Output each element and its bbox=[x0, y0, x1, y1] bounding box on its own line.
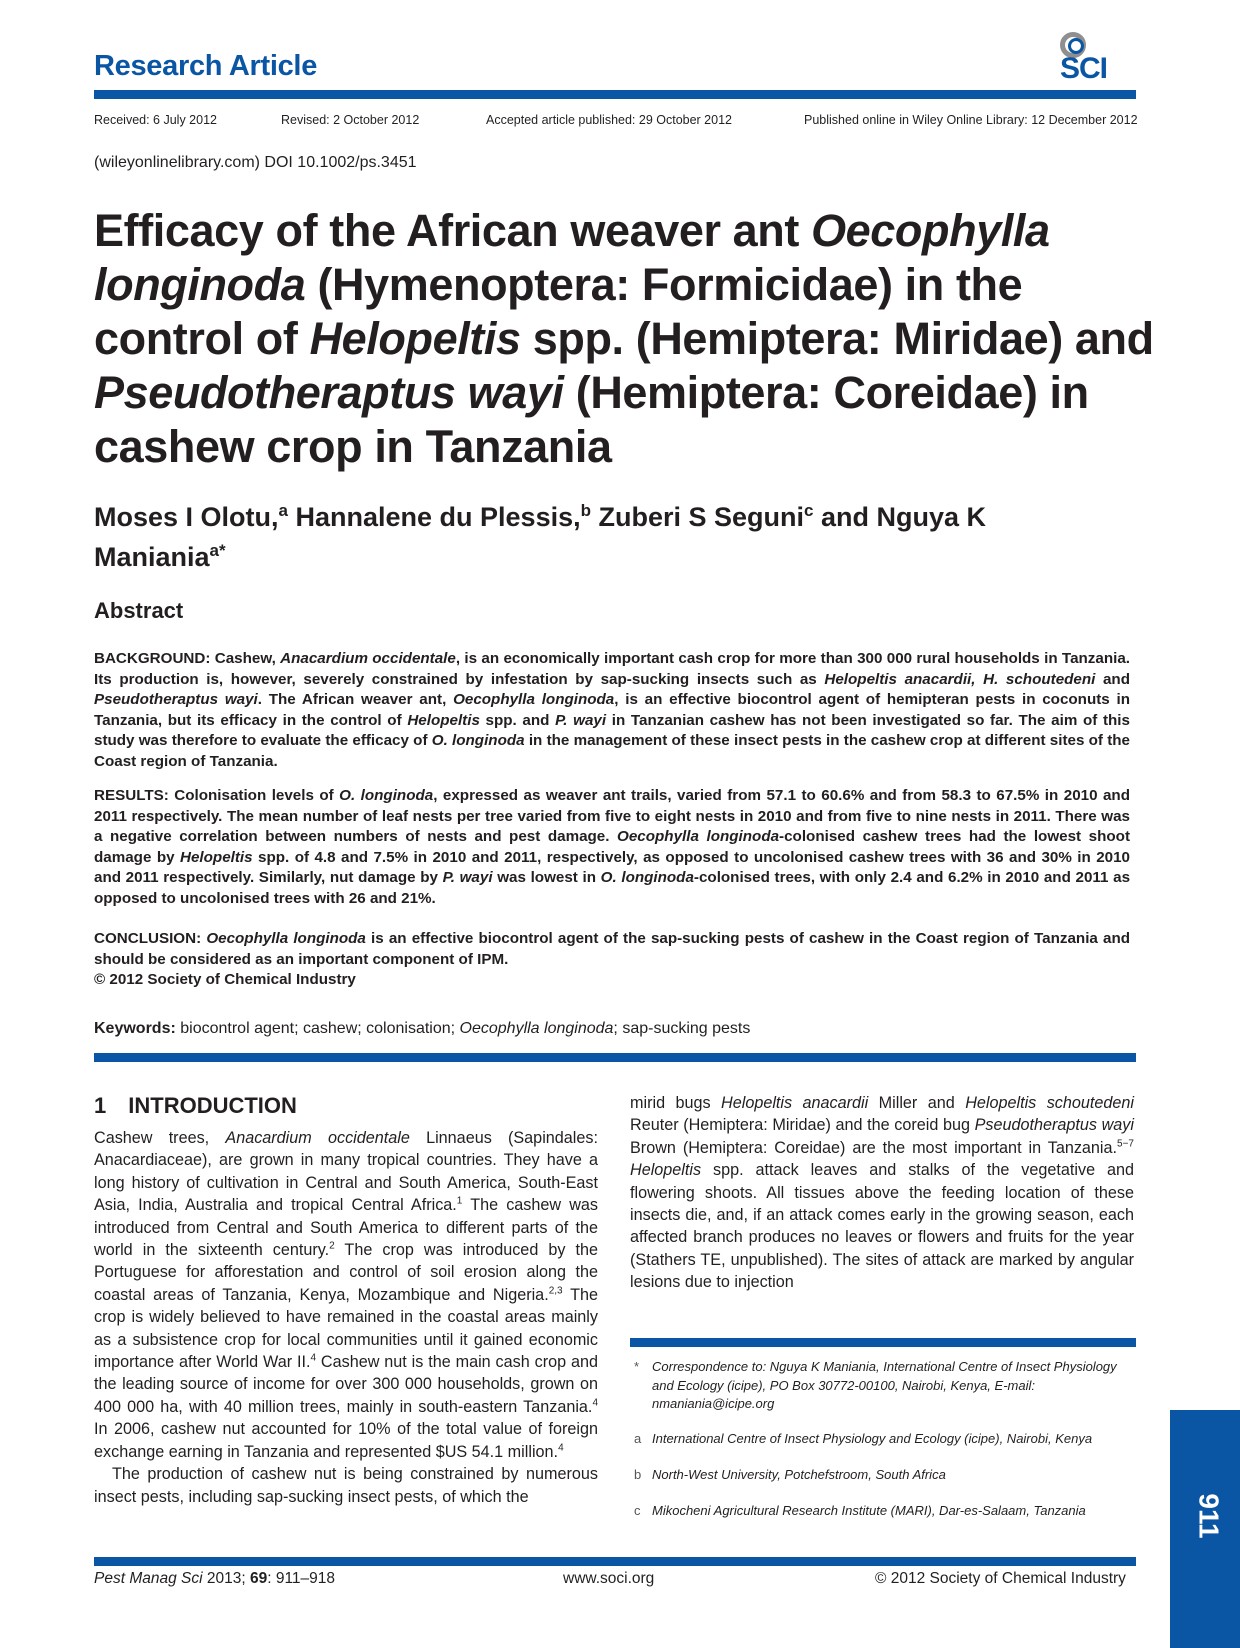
accepted-date: Accepted article published: 29 October 2012 bbox=[486, 113, 732, 127]
affiliation-b: b North-West University, Potchefstroom, South Africa bbox=[634, 1467, 946, 1482]
footer-citation: Pest Manag Sci 2013; 69: 911–918 bbox=[94, 1570, 336, 1587]
header-rule bbox=[94, 90, 1136, 99]
intro-paragraph-2: The production of cashew nut is being constrained by numerous insect pests, including sap-sucking insect pests, of which the bbox=[94, 1465, 598, 1506]
article-title: Efficacy of the African weaver ant Oecophylla longinoda (Hymenoptera: Formicidae) in the control of Helopeltis spp. (Hemiptera: Miridae) and Pseudotheraptus wayi (Hemiptera: Coreidae) in cashew crop in Tanzania bbox=[94, 205, 1154, 472]
page-number: 911 bbox=[1193, 1493, 1225, 1539]
published-date: Published online in Wiley Online Library: 12 December 2012 bbox=[804, 113, 1138, 127]
abstract-copyright: © 2012 Society of Chemical Industry bbox=[94, 971, 356, 988]
footer-copyright: © 2012 Society of Chemical Industry bbox=[875, 1570, 1126, 1587]
abstract-background: BACKGROUND: Cashew, Anacardium occidentale, is an economically important cash crop for more than 300 000 rural households in Tanzania. Its production is, however, severely constrained by infestation by sap-sucking insects such as Helopeltis anacardii, H. schoutedeni and Pseudotheraptus wayi. The African weaver ant, Oecophylla longinoda, is an effective biocontrol agent of hemipteran pests in coconuts in Tanzania, but its efficacy in the control of Helopeltis spp. and P. wayi in Tanzanian cashew has not been investigated so far. The aim of this study was therefore to evaluate the efficacy of O. longinoda in the management of these insect pests in the cashew crop at different sites of the Coast region of Tanzania. bbox=[94, 650, 1131, 770]
abstract-heading: Abstract bbox=[94, 598, 184, 623]
intro-left-column: Cashew trees, Anacardium occidentale Linnaeus (Sapindales: Anacardiaceae), are grown in many tropical countries. They have a long history of cultivation in Central and South America, South-East Asia, India, Australia and tropical Central Africa.$^1$ The cashew was introduced from Central and South America to different parts of the world in the sixteenth century.$^2$ The crop was introduced by the Portuguese for afforestation and control of soil erosion along the coastal areas of Tanzania, Kenya, Mozambique and Nigeria.$^{2,3}$ The crop is widely believed to have remained in the coastal areas mainly as a subsistence crop for local communities until it gained economic importance after World War II.$^4$ Cashew nut is the main cash crop and the leading source of income for over 300 000 households, grown on 400 000 ha, with 40 million trees, mainly in south-eastern Tanzania.$^4$ In 2006, cashew nut accounted for 10% of the total value of foreign exchange earning in Tanzania and represented $US 54.1 million.$^4$ The production of cashew nut is being constrained by numerous insect pests, including sap-sucking insect pests, of which the bbox=[94, 1127, 598, 1508]
abstract-rule bbox=[94, 1053, 1136, 1062]
footer-rule bbox=[94, 1557, 1136, 1566]
intro-right-column: mirid bugs Helopeltis anacardii Miller and Helopeltis schoutedeni Reuter (Hemiptera: Miridae) and the coreid bug Pseudotheraptus wayi Brown (Hemiptera: Coreidae) are the most important in Tanzania.$^{5-7}$ Helopeltis spp. attack leaves and stalks of the vegetative and flowering shoots. All tissues above the feeding location of these insects die, and, if an attack comes early in the growing season, each affected branch produces no leaves or flowers and fruits for the year (Stathers TE, unpublished). The sites of attack are marked by angular lesions due to injection bbox=[630, 1094, 1134, 1292]
page-number-tab bbox=[1170, 1410, 1240, 1648]
received-date: Received: 6 July 2012 bbox=[94, 113, 217, 127]
abstract-conclusion: CONCLUSION: Oecophylla longinoda is an effective biocontrol agent of the sap-sucking pests of cashew in the Coast region of Tanzania and should be considered as an important component of IPM. © 2012 Society of Chemical Industry bbox=[94, 930, 1131, 988]
logo-text: SCI bbox=[1060, 52, 1108, 85]
affiliation-c: c Mikocheni Agricultural Research Institute (MARI), Dar-es-Salaam, Tanzania bbox=[634, 1503, 1086, 1518]
journal-type-heading: Research Article bbox=[94, 50, 318, 82]
keywords: Keywords: biocontrol agent; cashew; colonisation; Oecophylla longinoda; sap-sucking pests bbox=[94, 1020, 751, 1037]
author-list: Moses I Olotu,$^a$ Hannalene du Plessis,$^b$ Zuberi S Seguni$^c$ and Nguya K Maniania$^{a*}$ bbox=[94, 501, 987, 572]
abstract-results: RESULTS: Colonisation levels of O. longinoda, expressed as weaver ant trails, varied from 57.1 to 60.6% and from 58.3 to 67.5% in 2010 and 2011 respectively. The mean number of leaf nests per tree varied from five to eight nests in 2010 and from five to nine nests in 2011. There was a negative correlation between numbers of nests and pest damage. Oecophylla longinoda-colonised cashew trees had the lowest shoot damage by Helopeltis spp. of 4.8 and 7.5% in 2010 and 2011, respectively, as opposed to uncolonised cashew trees with 36 and 30% in 2010 and 2011 respectively. Similarly, nut damage by P. wayi was lowest in O. longinoda-colonised trees, with only 2.4 and 6.2% in 2010 and 2011 as opposed to uncolonised trees with 26 and 21%. bbox=[94, 787, 1131, 907]
doi: (wileyonlinelibrary.com) DOI 10.1002/ps.3451 bbox=[94, 154, 417, 171]
sci-logo bbox=[1058, 28, 1136, 86]
section-heading-introduction: 1 INTRODUCTION bbox=[94, 1093, 297, 1118]
correspondence-footnote: * Correspondence to: Nguya K Maniania, International Centre of Insect Physiology and Ecology (icipe), PO Box 30772-00100, Nairobi, Kenya, E-mail: nmaniania@icipe.org bbox=[634, 1359, 1117, 1411]
affiliation-a: a International Centre of Insect Physiology and Ecology (icipe), Nairobi, Kenya bbox=[634, 1431, 1093, 1446]
footer-website[interactable]: www.soci.org bbox=[563, 1570, 655, 1587]
footnote-rule bbox=[630, 1338, 1136, 1347]
revised-date: Revised: 2 October 2012 bbox=[281, 113, 420, 127]
